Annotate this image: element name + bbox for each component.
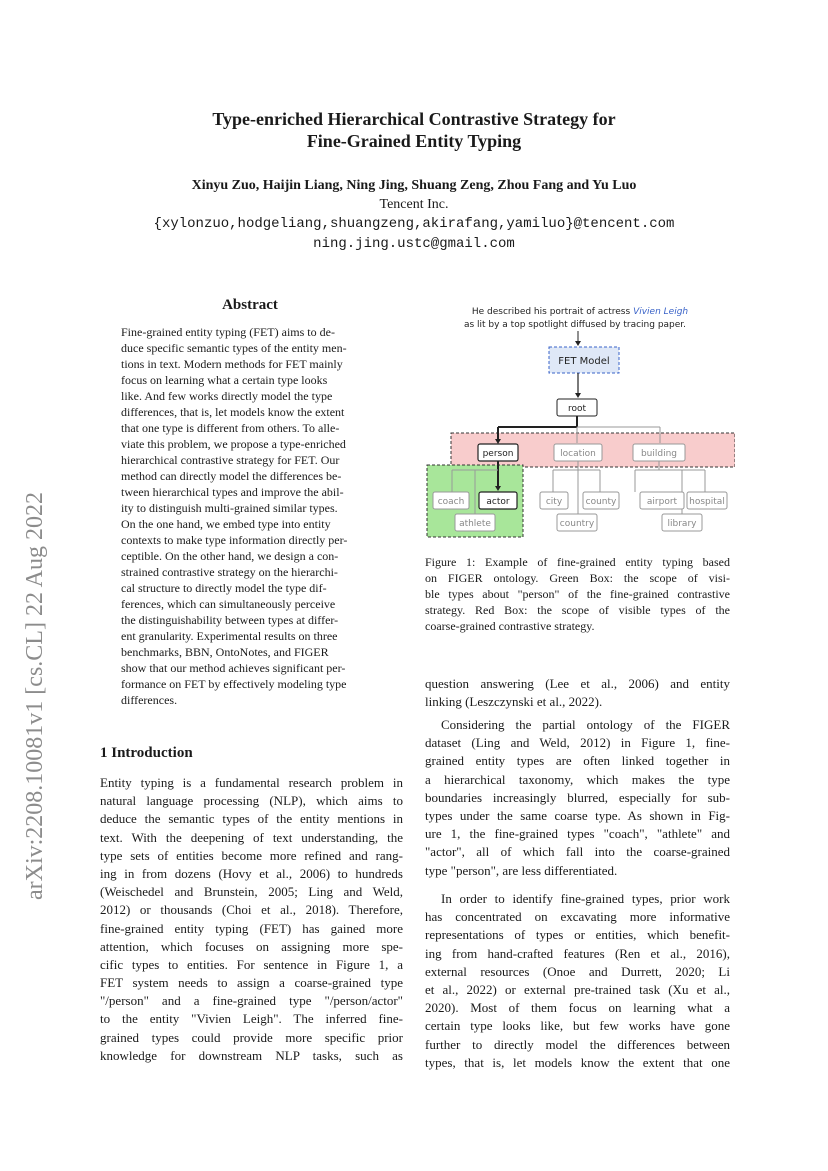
abstract-line: ent granularity. Experimental results on three <box>121 629 338 643</box>
body-line: external resources (Onoe and Durrett, 2020; Li <box>425 963 730 979</box>
arrow-head <box>575 341 581 346</box>
node-airport-label: airport <box>646 497 678 507</box>
email-line-2: ning.jing.ustc@gmail.com <box>313 236 515 252</box>
body-line: has concentrated on excavating more informative <box>425 909 730 925</box>
abstract-heading: Abstract <box>222 297 278 313</box>
caption-line: Figure 1: Example of fine-grained entity typing based <box>425 555 730 569</box>
body-line: et al., 2022) or external pre-trained task (Xu et al., <box>425 981 730 997</box>
body-line: types under the same coarse type. As shown in Fig- <box>425 807 730 823</box>
caption-line: on FIGER ontology. Green Box: the scope of visi- <box>425 571 730 585</box>
node-coach-label: coach <box>437 497 465 507</box>
right-column-para-2 <box>425 716 730 880</box>
node-county-label: county <box>585 497 617 507</box>
affiliation: Tencent Inc. <box>379 197 449 212</box>
abstract-line: that one type is different from others. To alle- <box>121 421 340 435</box>
abstract-line: On the one hand, we embed type into entity <box>121 517 331 531</box>
body-line: further to directly model the differences between <box>425 1036 730 1052</box>
abstract-line: the distinguishability between types at differ- <box>121 613 339 627</box>
abstract-line: differences. <box>121 693 178 707</box>
abstract-line: viate this problem, we propose a type-enriched <box>121 437 346 451</box>
body-line: ing from hand-crafted features (Ren et al., 2016), <box>425 945 730 961</box>
body-line: linking (Leszczynski et al., 2022). <box>425 694 603 710</box>
body-line: certain type looks like, but few works have gone <box>425 1018 730 1034</box>
abstract-line: ity to distinguish multi-grained similar types. <box>121 501 338 515</box>
body-line: dataset (Ling and Weld, 2012) in Figure 1, fine- <box>425 735 730 751</box>
body-line: grained types could provide more specific prior <box>100 1029 403 1045</box>
introduction-body <box>100 774 403 1065</box>
body-line: to the entity "Vivien Leigh". The inferred fine- <box>100 1011 403 1027</box>
figure-sentence-line-1: He described his portrait of actress Vivien Leigh <box>471 307 689 317</box>
abstract-line: hierarchical contrastive strategy for FET. Our <box>121 453 340 467</box>
abstract-line: Fine-grained entity typing (FET) aims to de- <box>121 325 335 339</box>
fet-model-label: FET Model <box>558 356 610 367</box>
body-line: natural language processing (NLP), which aims to <box>100 793 403 809</box>
body-line: 2012) or thousands (Choi et al., 2018). Therefore, <box>100 902 403 918</box>
abstract-line: tions in text. Modern methods for FET mainly <box>121 357 343 371</box>
body-line: "/person" and a fine-grained type "/person/actor" <box>100 993 403 1009</box>
node-building-label: building <box>640 449 678 459</box>
arxiv-stamp: arXiv:2208.10081v1 [cs.CL] 22 Aug 2022 <box>22 492 48 900</box>
body-line: 2020). Most of them focus on learning what a <box>425 1000 730 1016</box>
node-hospital-label: hospital <box>689 497 725 507</box>
caption-line: ble types about "person" of the fine-grained contrastive <box>425 587 730 601</box>
body-line: In order to identify fine-grained types, prior work <box>441 891 730 906</box>
author-list: Xinyu Zuo, Haijin Liang, Ning Jing, Shuang Zeng, Zhou Fang and Yu Luo <box>191 178 637 193</box>
node-actor-label: actor <box>486 497 510 507</box>
figure-1-caption <box>425 554 730 634</box>
figure-sentence-line-2: as lit by a top spotlight diffused by tracing paper. <box>463 320 687 330</box>
abstract-line: ceptible. On the other hand, we design a con- <box>121 549 339 563</box>
body-line: knowledge for downstream NLP tasks, such as <box>100 1047 403 1063</box>
body-line: text. With the deepening of text understanding, the <box>100 829 403 845</box>
body-line: question answering (Lee et al., 2006) and entity <box>425 676 730 691</box>
body-line: (Weischedel and Brunstein, 2005; Ling and Weld, <box>100 884 403 900</box>
abstract-line: focus on learning what a certain type looks <box>121 373 328 387</box>
abstract-line: like. And few works directly model the type <box>121 389 333 403</box>
body-line: attention, which focuses on assigning more spe- <box>100 938 403 954</box>
email-line-1: {xylonzuo,hodgeliang,shuangzeng,akirafang,yamiluo}@tencent.com <box>153 216 675 232</box>
abstract-line: strained contrastive strategy on the hierarchi- <box>121 565 338 579</box>
body-line: a hierarchical taxonomy, which makes the type <box>425 771 730 787</box>
body-line: fine-grained entity typing (FET) has gained more <box>100 920 403 936</box>
body-line: type sets of entities become more refined and rang- <box>100 847 403 863</box>
body-line: FET system needs to assign a coarse-grained type <box>100 975 403 991</box>
abstract-line: duce specific semantic types of the entity men- <box>121 341 347 355</box>
node-country-label: country <box>559 519 595 529</box>
abstract-line: ferences, which can simultaneously perceive <box>121 597 336 611</box>
caption-line: strategy. Red Box: the scope of visible types of the <box>425 603 730 617</box>
node-city-label: city <box>545 497 563 507</box>
figure-1-diagram <box>425 300 735 545</box>
body-line: "actor", all of which fall into the coarse-grained <box>425 844 730 860</box>
arrow-head <box>575 393 581 398</box>
abstract-line: formance on FET by effectively modeling type <box>121 677 347 691</box>
abstract-line: cal structure to directly model the type dif- <box>121 581 327 595</box>
body-line: Considering the partial ontology of the FIGER <box>441 717 730 732</box>
paper-title <box>0 108 828 152</box>
abstract-line: benchmarks, BBN, OntoNotes, and FIGER <box>121 645 329 659</box>
node-athlete-label: athlete <box>459 519 491 529</box>
section-heading-introduction: 1 Introduction <box>100 745 193 761</box>
abstract-line: differences, that is, let models know the extent <box>121 405 345 419</box>
title-line-1: Type-enriched Hierarchical Contrastive Strategy for <box>212 109 616 129</box>
body-line: deduce the semantic types of the entity mentions in <box>100 811 403 827</box>
body-line: type "person", are less differentiated. <box>425 862 618 878</box>
abstract-line: method can directly model the differences be- <box>121 469 342 483</box>
node-library-label: library <box>667 519 697 529</box>
right-column-para-3 <box>425 890 730 1072</box>
abstract-line: tween hierarchical types and improve the abil- <box>121 485 344 499</box>
caption-line: coarse-grained contrastive strategy. <box>425 619 595 633</box>
right-column-para-1 <box>425 675 730 711</box>
abstract-body <box>121 324 381 708</box>
body-line: ure 1, the fine-grained types "coach", "athlete" and <box>425 826 730 842</box>
body-line: types, that is, let models know the extent that one <box>425 1054 730 1070</box>
body-line: boundaries increasingly blurred, especially for sub- <box>425 789 730 805</box>
body-line: representations of types or entities, which benefit- <box>425 927 730 943</box>
abstract-line: contexts to make type information directly per- <box>121 533 348 547</box>
node-person-label: person <box>482 449 514 459</box>
body-line: grained entity types are often linked together in <box>425 753 730 769</box>
node-location-label: location <box>560 449 596 459</box>
abstract-line: show that our method achieves significant per- <box>121 661 346 675</box>
title-line-2: Fine-Grained Entity Typing <box>306 131 522 151</box>
body-line: Entity typing is a fundamental research problem in <box>100 775 403 790</box>
body-line: cific types to entities. For sentence in Figure 1, a <box>100 956 403 972</box>
node-root-label: root <box>567 404 587 414</box>
body-line: ing in from dozens (Hovy et al., 2006) to hundreds <box>100 865 403 881</box>
